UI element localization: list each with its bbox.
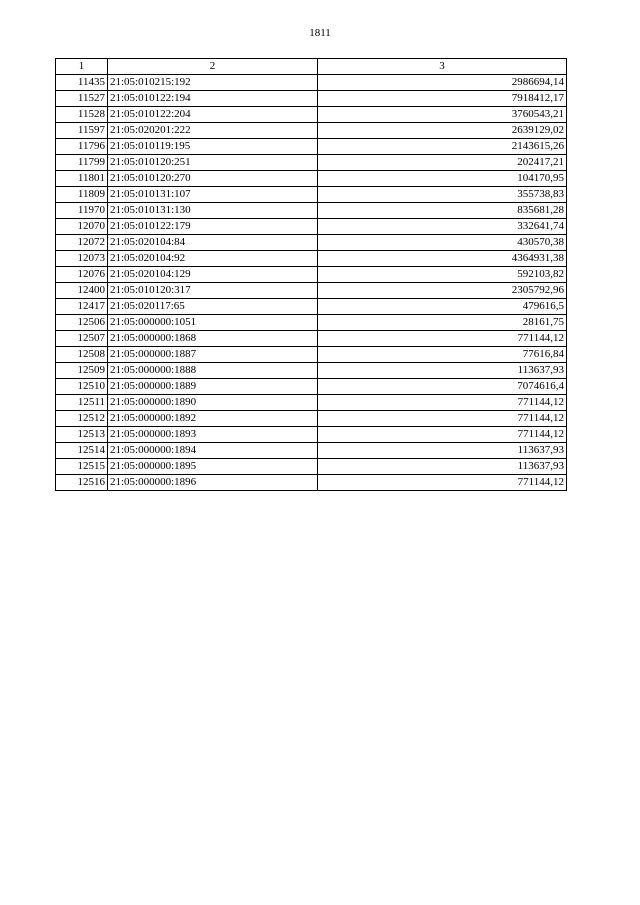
- table-row: [56, 427, 567, 443]
- value-cell: 113637,93: [318, 363, 567, 379]
- row-number-cell: 11809: [56, 187, 108, 203]
- table-row: [56, 267, 567, 283]
- row-number-cell: 11435: [56, 75, 108, 91]
- row-number-cell: 12512: [56, 411, 108, 427]
- table-row: [56, 411, 567, 427]
- table-row: [56, 299, 567, 315]
- row-number-cell: 11597: [56, 123, 108, 139]
- table-row: [56, 283, 567, 299]
- cadastral-number-cell: 21:05:010122:194: [108, 91, 318, 107]
- table-row: [56, 459, 567, 475]
- table-row: [56, 107, 567, 123]
- cadastral-number-cell: 21:05:010122:179: [108, 219, 318, 235]
- cadastral-number-cell: 21:05:010215:192: [108, 75, 318, 91]
- table-row: [56, 395, 567, 411]
- row-number-cell: 12508: [56, 347, 108, 363]
- table-row: [56, 219, 567, 235]
- row-number-cell: 11796: [56, 139, 108, 155]
- row-number-cell: 12515: [56, 459, 108, 475]
- value-cell: 28161,75: [318, 315, 567, 331]
- value-cell: 2305792,96: [318, 283, 567, 299]
- cadastral-number-cell: 21:05:010120:317: [108, 283, 318, 299]
- column-header-1: 1: [56, 59, 108, 75]
- value-cell: 202417,21: [318, 155, 567, 171]
- table-row: [56, 139, 567, 155]
- row-number-cell: 11801: [56, 171, 108, 187]
- value-cell: 355738,83: [318, 187, 567, 203]
- cadastral-number-cell: 21:05:010131:130: [108, 203, 318, 219]
- value-cell: 771144,12: [318, 331, 567, 347]
- value-cell: 771144,12: [318, 427, 567, 443]
- table-row: [56, 155, 567, 171]
- value-cell: 2143615,26: [318, 139, 567, 155]
- cadastral-number-cell: 21:05:020104:84: [108, 235, 318, 251]
- value-cell: 77616,84: [318, 347, 567, 363]
- row-number-cell: 11528: [56, 107, 108, 123]
- value-cell: 2986694,14: [318, 75, 567, 91]
- value-cell: 113637,93: [318, 459, 567, 475]
- row-number-cell: 12072: [56, 235, 108, 251]
- table-row: [56, 203, 567, 219]
- cadastral-number-cell: 21:05:000000:1895: [108, 459, 318, 475]
- table-row: [56, 187, 567, 203]
- cadastral-number-cell: 21:05:020201:222: [108, 123, 318, 139]
- value-cell: 479616,5: [318, 299, 567, 315]
- row-number-cell: 12516: [56, 475, 108, 491]
- cadastral-number-cell: 21:05:010122:204: [108, 107, 318, 123]
- table-row: [56, 171, 567, 187]
- cadastral-number-cell: 21:05:000000:1868: [108, 331, 318, 347]
- cadastral-number-cell: 21:05:000000:1894: [108, 443, 318, 459]
- value-cell: 771144,12: [318, 475, 567, 491]
- table-body: [56, 75, 567, 491]
- row-number-cell: 11970: [56, 203, 108, 219]
- cadastral-number-cell: 21:05:010119:195: [108, 139, 318, 155]
- value-cell: 7074616,4: [318, 379, 567, 395]
- table-row: [56, 251, 567, 267]
- value-cell: 771144,12: [318, 395, 567, 411]
- table-row: [56, 347, 567, 363]
- table-row: [56, 123, 567, 139]
- registry-table: [55, 58, 567, 491]
- cadastral-number-cell: 21:05:000000:1893: [108, 427, 318, 443]
- table-header: [56, 59, 567, 75]
- table-row: [56, 331, 567, 347]
- page-number: 1811: [309, 27, 331, 39]
- value-cell: 332641,74: [318, 219, 567, 235]
- table-row: [56, 91, 567, 107]
- value-cell: 592103,82: [318, 267, 567, 283]
- table-row: [56, 475, 567, 491]
- row-number-cell: 12417: [56, 299, 108, 315]
- value-cell: 2639129,02: [318, 123, 567, 139]
- value-cell: 113637,93: [318, 443, 567, 459]
- row-number-cell: 12511: [56, 395, 108, 411]
- cadastral-number-cell: 21:05:010131:107: [108, 187, 318, 203]
- value-cell: 430570,38: [318, 235, 567, 251]
- row-number-cell: 11799: [56, 155, 108, 171]
- cadastral-number-cell: 21:05:000000:1892: [108, 411, 318, 427]
- row-number-cell: 12514: [56, 443, 108, 459]
- row-number-cell: 12400: [56, 283, 108, 299]
- table-row: [56, 75, 567, 91]
- header-row: [56, 59, 567, 75]
- row-number-cell: 12513: [56, 427, 108, 443]
- cadastral-number-cell: 21:05:000000:1896: [108, 475, 318, 491]
- value-cell: 7918412,17: [318, 91, 567, 107]
- table-row: [56, 315, 567, 331]
- cadastral-number-cell: 21:05:010120:251: [108, 155, 318, 171]
- row-number-cell: 12070: [56, 219, 108, 235]
- column-header-3: 3: [318, 59, 567, 75]
- cadastral-number-cell: 21:05:020104:92: [108, 251, 318, 267]
- table-row: [56, 235, 567, 251]
- column-header-2: 2: [108, 59, 318, 75]
- value-cell: 835681,28: [318, 203, 567, 219]
- table-row: [56, 443, 567, 459]
- value-cell: 4364931,38: [318, 251, 567, 267]
- value-cell: 3760543,21: [318, 107, 567, 123]
- row-number-cell: 12507: [56, 331, 108, 347]
- cadastral-number-cell: 21:05:000000:1051: [108, 315, 318, 331]
- row-number-cell: 12506: [56, 315, 108, 331]
- row-number-cell: 12510: [56, 379, 108, 395]
- value-cell: 771144,12: [318, 411, 567, 427]
- cadastral-number-cell: 21:05:020117:65: [108, 299, 318, 315]
- value-cell: 104170,95: [318, 171, 567, 187]
- cadastral-number-cell: 21:05:010120:270: [108, 171, 318, 187]
- table-row: [56, 363, 567, 379]
- cadastral-number-cell: 21:05:020104:129: [108, 267, 318, 283]
- table-row: [56, 379, 567, 395]
- cadastral-number-cell: 21:05:000000:1887: [108, 347, 318, 363]
- cadastral-number-cell: 21:05:000000:1890: [108, 395, 318, 411]
- row-number-cell: 11527: [56, 91, 108, 107]
- cadastral-number-cell: 21:05:000000:1888: [108, 363, 318, 379]
- cadastral-number-cell: 21:05:000000:1889: [108, 379, 318, 395]
- row-number-cell: 12073: [56, 251, 108, 267]
- row-number-cell: 12509: [56, 363, 108, 379]
- row-number-cell: 12076: [56, 267, 108, 283]
